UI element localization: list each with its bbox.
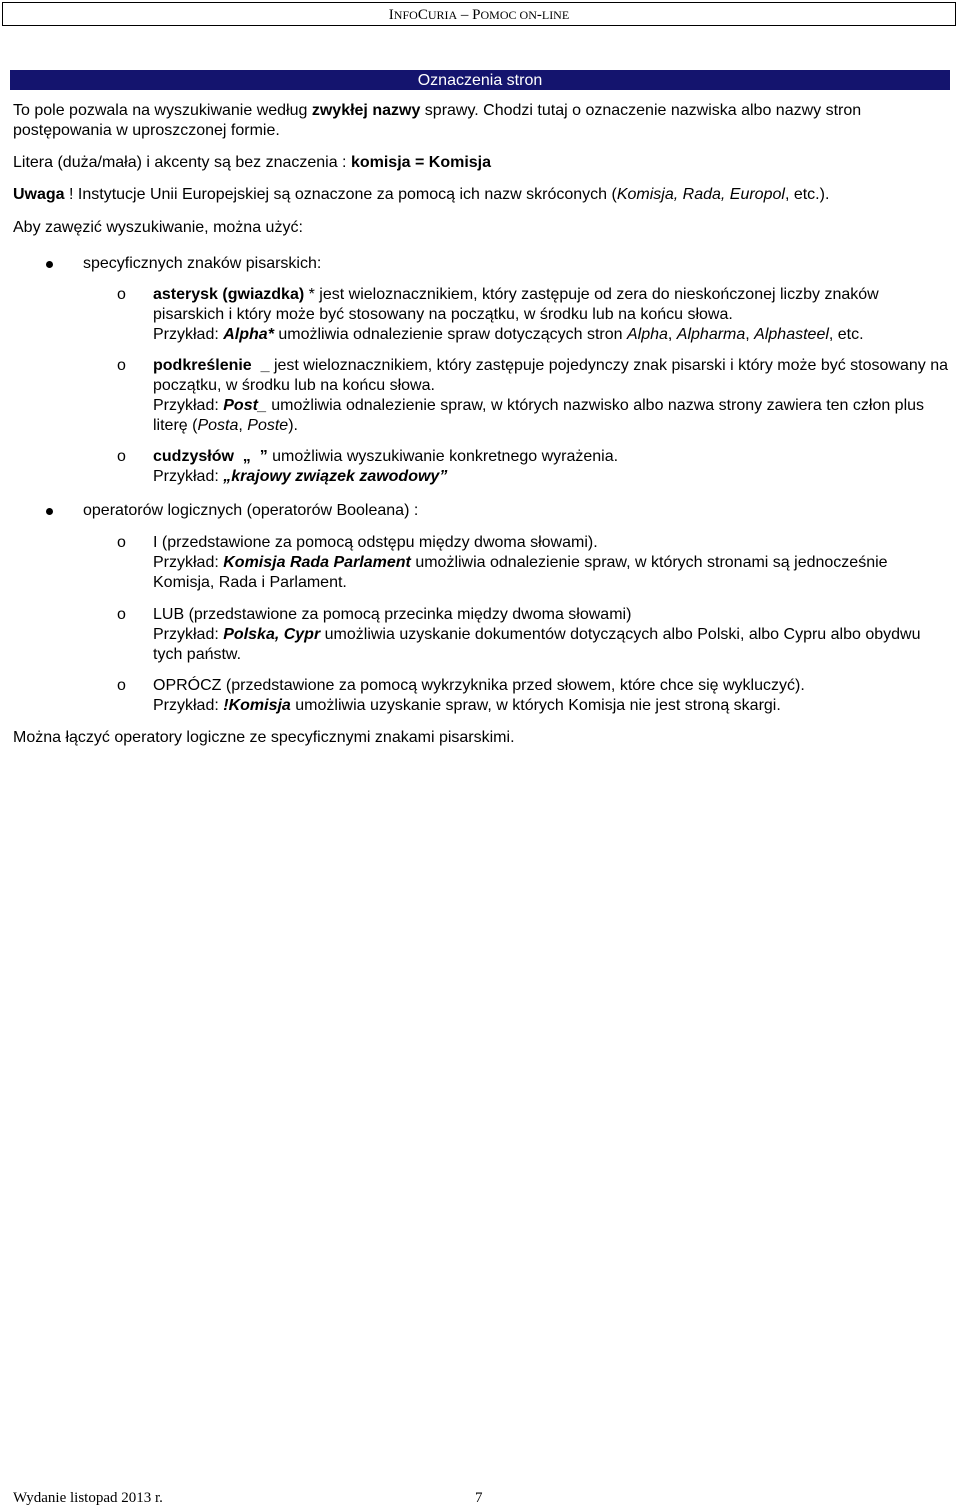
sub-item-description: LUB (przedstawione za pomocą przecinka między dwoma słowami) — [153, 606, 632, 623]
sub-list-item — [13, 676, 948, 716]
text: umożliwia odnalezienie spraw dotyczących stron — [273, 326, 627, 343]
example-label: Przykład: — [153, 554, 224, 571]
bullet-dot-icon — [46, 508, 53, 515]
example-label: Przykład: — [153, 697, 224, 714]
bold-text: podkreślenie _ — [153, 357, 270, 374]
bold-text: asterysk (gwiazdka) — [153, 286, 305, 303]
header-part: I — [388, 7, 394, 23]
example-term: Alpha* — [223, 326, 274, 343]
list-item — [13, 254, 948, 274]
text: , etc.). — [784, 186, 830, 203]
paragraph-narrow: Aby zawęzić wyszukiwanie, można użyć: — [13, 219, 303, 236]
bold-text: cudzysłów „ ” — [153, 448, 268, 465]
bold-text: komisja = Komisja — [350, 154, 492, 171]
italic-text: Komisja, Rada, Europol — [616, 186, 785, 203]
sub-item-example — [153, 467, 948, 487]
paragraph-intro — [13, 101, 948, 141]
example-term: Post_ — [223, 397, 267, 414]
italic-text: Alpharma — [676, 326, 746, 343]
text: umożliwia wyszukiwanie konkretnego wyrażenia. — [267, 448, 619, 465]
circle-bullet-icon: o — [117, 357, 126, 374]
sub-item-example — [153, 696, 948, 716]
example-label: Przykład: — [153, 626, 224, 643]
text: , — [745, 326, 755, 343]
text: umożliwia uzyskanie dokumentów dotyczących albo Polski, albo Cypru albo obydwu tych państw. — [153, 626, 921, 663]
sub-list-item — [13, 447, 948, 487]
example-term: Komisja Rada Parlament — [223, 554, 411, 571]
text: ! Instytucje Unii Europejskiej są oznaczone za pomocą ich nazw skróconych ( — [64, 186, 617, 203]
italic-text: Poste — [247, 417, 289, 434]
sub-list-item — [13, 533, 948, 593]
text: umożliwia odnalezienie spraw, w których nazwisko albo nazwa strony zawiera ten człon plus literę ( — [153, 397, 925, 434]
text: , — [238, 417, 248, 434]
text: jest wieloznacznikiem, który zastępuje pojedynczy znak pisarski i który może być stosowany na początku, w środku lub na końcu słowa. — [153, 357, 949, 394]
text: , — [667, 326, 677, 343]
example-term: !Komisja — [223, 697, 291, 714]
header-part: - — [536, 7, 542, 23]
header-part: OMOC ON — [480, 8, 537, 22]
header-part: NFO — [393, 8, 418, 22]
sub-item-description — [153, 447, 948, 467]
footer-edition: Wydanie listopad 2013 r. — [13, 1490, 163, 1506]
header-part: C — [417, 7, 428, 23]
header-part: URIA — [427, 8, 458, 22]
paragraph-case — [13, 153, 948, 173]
circle-bullet-icon: o — [117, 448, 126, 465]
text: umożliwia odnalezienie spraw, w których stronami są jednocześnie Komisja, Rada i Parlament. — [153, 554, 888, 591]
example-term: Polska, Cypr — [223, 626, 321, 643]
example-label: Przykład: — [153, 397, 224, 414]
section-title: Oznaczenia stron — [10, 70, 950, 90]
sub-list-item — [13, 605, 948, 665]
circle-bullet-icon: o — [117, 677, 126, 694]
bullet-dot-icon — [46, 261, 53, 268]
sub-item-description — [153, 356, 948, 396]
circle-bullet-icon: o — [117, 606, 126, 623]
sub-item-description: I (przedstawione za pomocą odstępu między dwoma słowami). — [153, 534, 598, 551]
text: umożliwia uzyskanie spraw, w których Komisja nie jest stroną skargi. — [290, 697, 781, 714]
sub-item-example — [153, 325, 948, 345]
sub-item-example — [153, 396, 948, 436]
italic-text: Posta — [197, 417, 239, 434]
example-label: Przykład: — [153, 468, 224, 485]
sub-item-description: OPRÓCZ (przedstawione za pomocą wykrzyknika przed słowem, które chce się wykluczyć). — [153, 677, 805, 694]
list-item-label: specyficznych znaków pisarskich: — [83, 255, 322, 272]
header-part: P — [472, 7, 481, 23]
header-part: LINE — [541, 8, 570, 22]
example-label: Przykład: — [153, 326, 224, 343]
text: * jest wieloznacznikiem, który zastępuje od zera do nieskończonej liczby znaków pisarskich i który może być stosowany na początku, w środku lub na końcu słowa. — [153, 286, 879, 323]
text: Litera (duża/mała) i akcenty są bez znaczenia : — [13, 154, 351, 171]
text: ). — [288, 417, 298, 434]
sub-item-description — [153, 285, 948, 325]
page-number: 7 — [475, 1490, 483, 1506]
list-item-label: operatorów logicznych (operatorów Booleana) : — [83, 502, 419, 519]
text: sprawy. Chodzi tutaj o oznaczenie nazwiska albo nazwy stron postępowania w uproszczonej formie. — [13, 102, 862, 139]
text: , etc. — [828, 326, 864, 343]
text: To pole pozwala na wyszukiwanie według — [13, 102, 312, 119]
example-term: „krajowy związek zawodowy” — [223, 468, 448, 485]
italic-text: Alpha — [626, 326, 668, 343]
document-body — [13, 101, 948, 748]
paragraph-note — [13, 185, 948, 205]
paragraph-closing: Można łączyć operatory logiczne ze specyficznymi znakami pisarskimi. — [13, 729, 515, 746]
header-separator: – — [457, 7, 473, 23]
bold-text: Uwaga — [13, 186, 65, 203]
sub-list-item — [13, 285, 948, 345]
page-header — [2, 2, 956, 26]
circle-bullet-icon: o — [117, 286, 126, 303]
italic-text: Alphasteel — [754, 326, 829, 343]
sub-item-example — [153, 553, 948, 593]
bold-text: zwykłej nazwy — [311, 102, 421, 119]
list-item — [13, 501, 948, 521]
circle-bullet-icon: o — [117, 534, 126, 551]
sub-list-item — [13, 356, 948, 436]
sub-item-example — [153, 625, 948, 665]
